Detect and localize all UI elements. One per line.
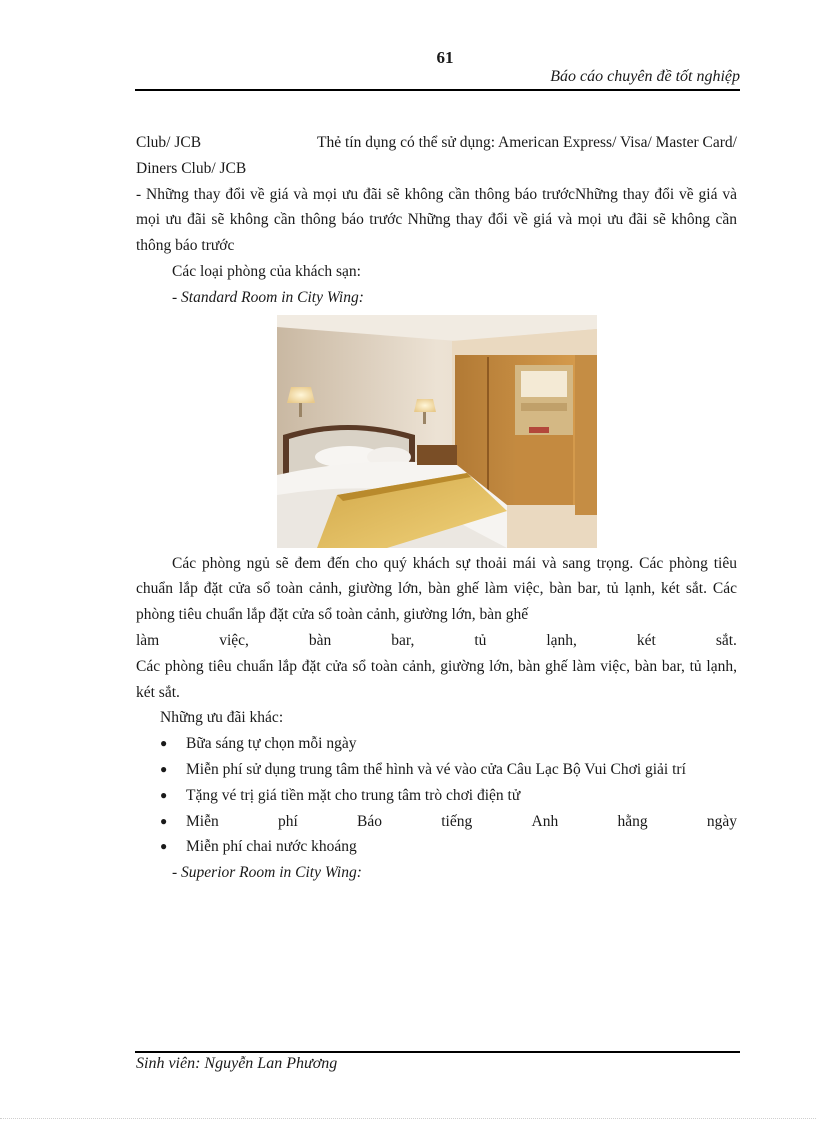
list-item (136, 783, 737, 809)
student-name: Sinh viên: Nguyễn Lan Phương (136, 1055, 338, 1072)
spread-word: tiếng (441, 812, 473, 830)
other-benefits-heading: Những ưu đãi khác: (160, 709, 284, 727)
spread-word: Miễn (186, 812, 219, 830)
spread-word: két (636, 631, 656, 649)
benefit-text: Miễn phí sử dụng trung tâm thể hình và vé vào cửa Câu Lạc Bộ Vui Chơi giải trí (186, 760, 686, 778)
spread-word: bàn (308, 631, 332, 649)
bullet-icon: ● (160, 736, 168, 751)
standard-room-heading: - Standard Room in City Wing: (172, 288, 364, 306)
footer-rule (135, 1051, 740, 1053)
list-item (136, 809, 737, 835)
spread-word: lạnh, (546, 631, 577, 649)
bullet-icon: ● (160, 787, 168, 802)
list-item (136, 757, 737, 783)
payment-cards-text: Thẻ tín dụng có thể sử dụng: American Express/ Visa/ Master Card/ (316, 134, 737, 151)
spread-word: bar, (391, 631, 415, 649)
room-description: Các phòng ngủ sẽ đem đến cho quý khách sự thoải mái và sang trọng. Các phòng tiêu chuẩn lắp đặt cửa sổ toàn cảnh, giường lớn, bàn ghế làm việc, bàn bar, tủ lạnh, két sắt. Các phòng tiêu chuẩn lắp đặt cửa sổ toàn cảnh, giường lớn, bàn ghế (136, 554, 737, 624)
spread-word: ngày (706, 812, 737, 830)
benefit-text-spread (186, 809, 737, 835)
spread-word: Báo (357, 812, 382, 830)
spread-word: sắt. (715, 631, 737, 649)
benefit-text: Miễn phí chai nước khoáng (186, 838, 357, 856)
bullet-icon: ● (160, 761, 168, 776)
payment-cards-prefix: Club/ JCB (136, 134, 202, 151)
payment-cards-continued: Diners Club/ JCB (136, 159, 247, 177)
benefit-text: Tặng vé trị giá tiền mặt cho trung tâm trò chơi điện tử (186, 786, 521, 804)
page-number: 61 (436, 48, 454, 67)
benefit-text: Bữa sáng tự chọn mỗi ngày (186, 735, 357, 753)
spread-word: làm (136, 631, 160, 649)
bullet-icon: ● (160, 813, 168, 828)
standard-room-photo (277, 315, 597, 548)
spread-word: hằng (617, 812, 648, 830)
payment-cards-line (136, 130, 737, 156)
spread-word: Anh (531, 812, 559, 830)
spread-word: phí (277, 812, 298, 830)
room-description-spread-line (136, 628, 737, 654)
room-description-continued: Các phòng tiêu chuẩn lắp đặt cửa sổ toàn cảnh, giường lớn, bàn ghế làm việc, bàn bar, tủ lạnh, két sắt. (136, 657, 737, 701)
spread-word: tủ (474, 631, 487, 649)
list-item (136, 834, 737, 860)
header-rule (135, 89, 740, 91)
list-item (136, 731, 737, 757)
benefits-list (136, 731, 737, 860)
report-title: Báo cáo chuyên đề tốt nghiệp (550, 68, 740, 85)
page-content (136, 130, 737, 886)
price-change-note: - Những thay đổi về giá và mọi ưu đãi sẽ không cần thông báo trướcNhững thay đổi về giá và mọi ưu đãi sẽ không cần thông báo trước Những thay đổi về giá và mọi ưu đãi sẽ không cần thông báo trước (136, 185, 737, 255)
bullet-icon: ● (160, 839, 168, 854)
superior-room-heading: - Superior Room in City Wing: (172, 864, 362, 882)
page-edge (0, 1118, 816, 1119)
spread-word: việc, (219, 631, 249, 649)
room-types-intro: Các loại phòng của khách sạn: (172, 262, 361, 280)
